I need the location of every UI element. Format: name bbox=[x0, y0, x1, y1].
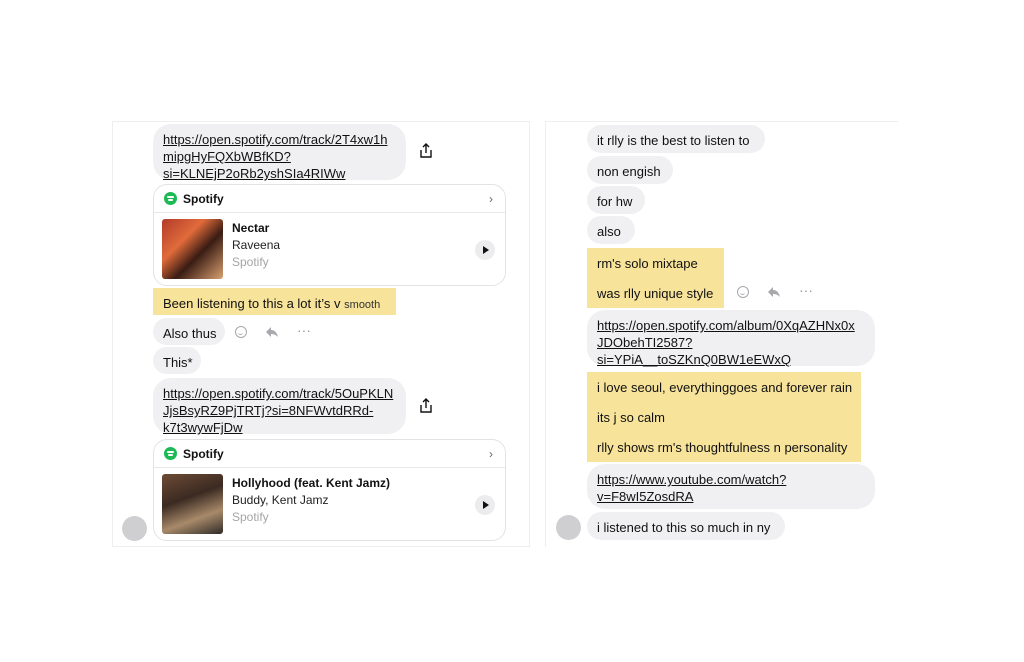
message-text-small: smooth bbox=[344, 299, 381, 311]
avatar[interactable] bbox=[556, 515, 581, 540]
track-artist: Raveena bbox=[232, 238, 281, 252]
spotify-logo-icon bbox=[164, 447, 177, 460]
reply-icon[interactable] bbox=[767, 286, 781, 298]
message-bubble: This* bbox=[153, 347, 201, 374]
avatar[interactable] bbox=[122, 516, 147, 541]
link-bubble-4[interactable] bbox=[587, 464, 875, 509]
youtube-link[interactable]: https://www.youtube.com/watch? v=F8wI5ZosdRA bbox=[597, 472, 787, 504]
message-bubble: i listened to this so much in ny bbox=[587, 512, 785, 540]
message-bubble: rlly shows rm's thoughtfulness n personality bbox=[587, 432, 861, 462]
card-body bbox=[154, 213, 505, 285]
message-bubble: it rlly is the best to listen to bbox=[587, 125, 765, 153]
track-source: Spotify bbox=[232, 510, 269, 524]
play-icon[interactable] bbox=[475, 495, 495, 515]
more-icon[interactable]: ··· bbox=[799, 282, 813, 298]
message-actions bbox=[737, 284, 813, 300]
message-bubble bbox=[153, 288, 396, 315]
track-source: Spotify bbox=[232, 255, 269, 269]
message-bubble: also bbox=[587, 216, 635, 244]
right-chat-panel bbox=[545, 121, 898, 547]
emoji-icon[interactable] bbox=[737, 286, 749, 298]
spotify-logo-icon bbox=[164, 192, 177, 205]
spotify-card-1[interactable] bbox=[153, 184, 506, 286]
reply-icon[interactable] bbox=[265, 326, 279, 338]
emoji-icon[interactable] bbox=[235, 326, 247, 338]
track-title: Nectar bbox=[232, 221, 270, 235]
play-icon[interactable] bbox=[475, 240, 495, 260]
link-bubble-1[interactable] bbox=[153, 124, 406, 180]
album-art bbox=[162, 219, 223, 279]
link-bubble-2[interactable] bbox=[153, 378, 406, 434]
track-artist: Buddy, Kent Jamz bbox=[232, 493, 329, 507]
spotify-card-2[interactable] bbox=[153, 439, 506, 541]
message-actions bbox=[235, 324, 311, 340]
message-bubble: non engish bbox=[587, 156, 673, 184]
album-art bbox=[162, 474, 223, 534]
chevron-right-icon[interactable]: › bbox=[489, 447, 493, 461]
left-chat-panel bbox=[112, 121, 530, 547]
spotify-album-link[interactable]: https://open.spotify.com/album/0XqAZHNx0x JDObehTI2587? si=YPiA__toSZKnQ0BW1eEWxQ bbox=[597, 318, 855, 367]
card-brand: Spotify bbox=[183, 191, 224, 206]
spotify-track-link-1[interactable]: https://open.spotify.com/track/2T4xw1h mipgHyFQXbWBfKD? si=KLNEjP2oRb2yshSIa4RIWw bbox=[163, 132, 388, 181]
message-bubble: was rlly unique style bbox=[587, 278, 724, 308]
message-bubble: its j so calm bbox=[587, 402, 861, 432]
card-brand: Spotify bbox=[183, 446, 224, 461]
card-body bbox=[154, 468, 505, 540]
track-title: Hollyhood (feat. Kent Jamz) bbox=[232, 476, 391, 490]
chevron-right-icon[interactable]: › bbox=[489, 192, 493, 206]
card-header bbox=[154, 440, 505, 468]
link-bubble-3[interactable] bbox=[587, 310, 875, 366]
more-icon[interactable]: ··· bbox=[297, 322, 311, 338]
message-bubble: rm's solo mixtape bbox=[587, 248, 724, 278]
spotify-track-link-2[interactable]: https://open.spotify.com/track/5OuPKLN JjsBsyRZ9PjTRTj?si=8NFWvtdRRd- k7t3wywFjDw bbox=[163, 386, 394, 435]
message-bubble: Also thus bbox=[153, 318, 225, 345]
card-header bbox=[154, 185, 505, 213]
share-icon[interactable] bbox=[419, 398, 433, 414]
message-bubble: i love seoul, everythinggoes and forever rain bbox=[587, 372, 861, 402]
message-text: Been listening to this a lot it’s v bbox=[163, 296, 341, 311]
share-icon[interactable] bbox=[419, 143, 433, 159]
message-bubble: for hw bbox=[587, 186, 645, 214]
